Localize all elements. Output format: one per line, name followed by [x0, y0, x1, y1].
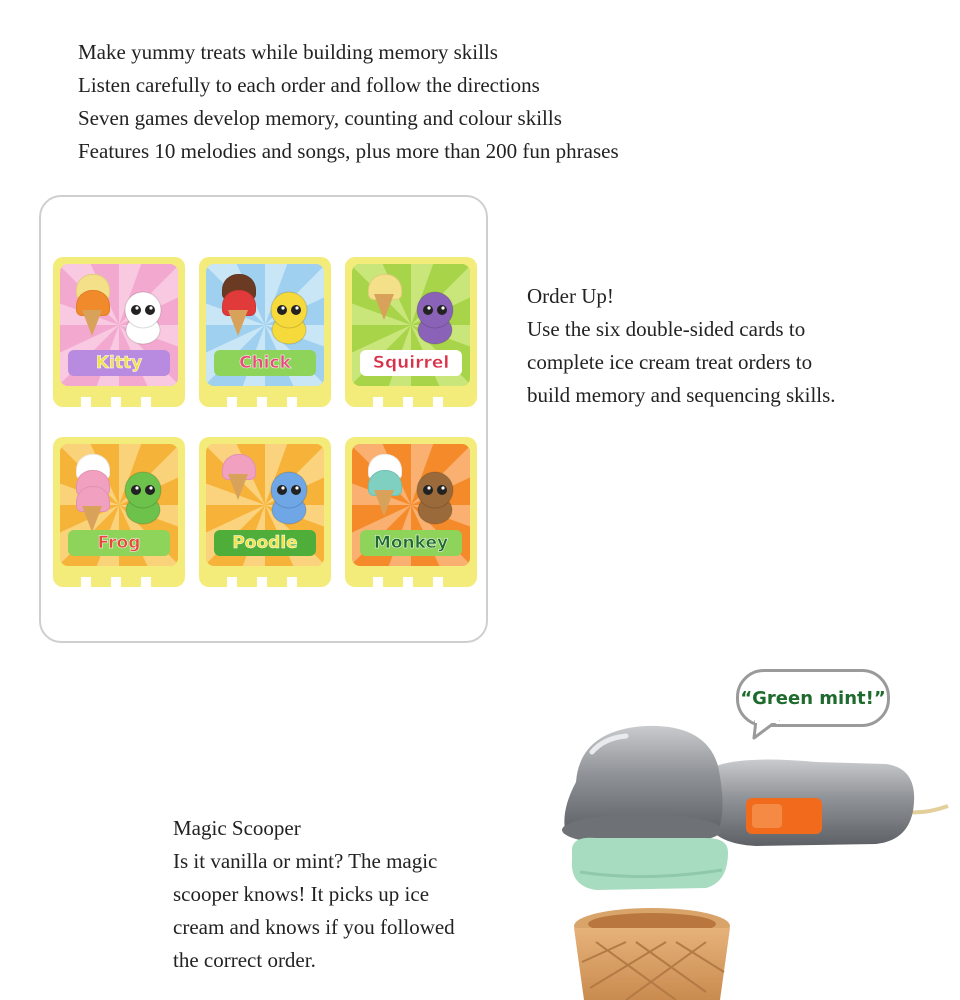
- feature-list: [78, 36, 619, 168]
- order-up-body: Use the six double-sided cards to complete ice cream treat orders to build memory and sequencing skills.: [527, 317, 836, 407]
- ice-cream-icon: [364, 274, 404, 354]
- speech-bubble: [736, 669, 890, 727]
- squirrel-icon: [408, 286, 462, 346]
- animal-card: [199, 257, 331, 407]
- mint-scoop: [572, 838, 728, 890]
- magic-scooper-title: Magic Scooper: [173, 816, 301, 840]
- card-name-banner: Squirrel: [360, 350, 462, 376]
- card-name-banner: Poodle: [214, 530, 316, 556]
- magic-scooper-body: Is it vanilla or mint? The magic scooper knows! It picks up ice cream and knows if you followed the correct order.: [173, 849, 455, 972]
- cards-image-frame: [39, 195, 488, 643]
- card-name-banner: Monkey: [360, 530, 462, 556]
- animal-card: [345, 257, 477, 407]
- animal-card: [53, 257, 185, 407]
- card-name-banner: Frog: [68, 530, 170, 556]
- animal-card: [53, 437, 185, 587]
- ice-cream-icon: [218, 454, 258, 534]
- card-tabs: [217, 573, 313, 587]
- ice-cream-icon: [72, 274, 112, 354]
- card-name-banner: Kitty: [68, 350, 170, 376]
- ice-cream-icon: [218, 274, 258, 354]
- feature-line: Make yummy treats while building memory skills: [78, 40, 498, 64]
- feature-line: Features 10 melodies and songs, plus more than 200 fun phrases: [78, 139, 619, 163]
- card-tabs: [363, 393, 459, 407]
- order-up-title: Order Up!: [527, 284, 614, 308]
- ice-cream-icon: [72, 454, 112, 534]
- feature-line: Listen carefully to each order and follow the directions: [78, 73, 540, 97]
- ice-cream-icon: [364, 454, 404, 534]
- animal-card: [345, 437, 477, 587]
- cone: [574, 928, 730, 1000]
- frog-icon: [116, 466, 170, 526]
- order-up-section: [527, 280, 847, 412]
- chick-icon: [262, 286, 316, 346]
- animal-card: [199, 437, 331, 587]
- speech-bubble-text: “Green mint!”: [740, 687, 886, 709]
- card-tabs: [217, 393, 313, 407]
- card-tabs: [71, 573, 167, 587]
- card-tabs: [363, 573, 459, 587]
- magic-scooper-section: [173, 812, 473, 977]
- cat-icon: [116, 286, 170, 346]
- card-tabs: [71, 393, 167, 407]
- feature-line: Seven games develop memory, counting and colour skills: [78, 106, 562, 130]
- magic-scooper-image: [556, 722, 950, 1000]
- card-name-banner: Chick: [214, 350, 316, 376]
- monkey-icon: [408, 466, 462, 526]
- poodle-icon: [262, 466, 316, 526]
